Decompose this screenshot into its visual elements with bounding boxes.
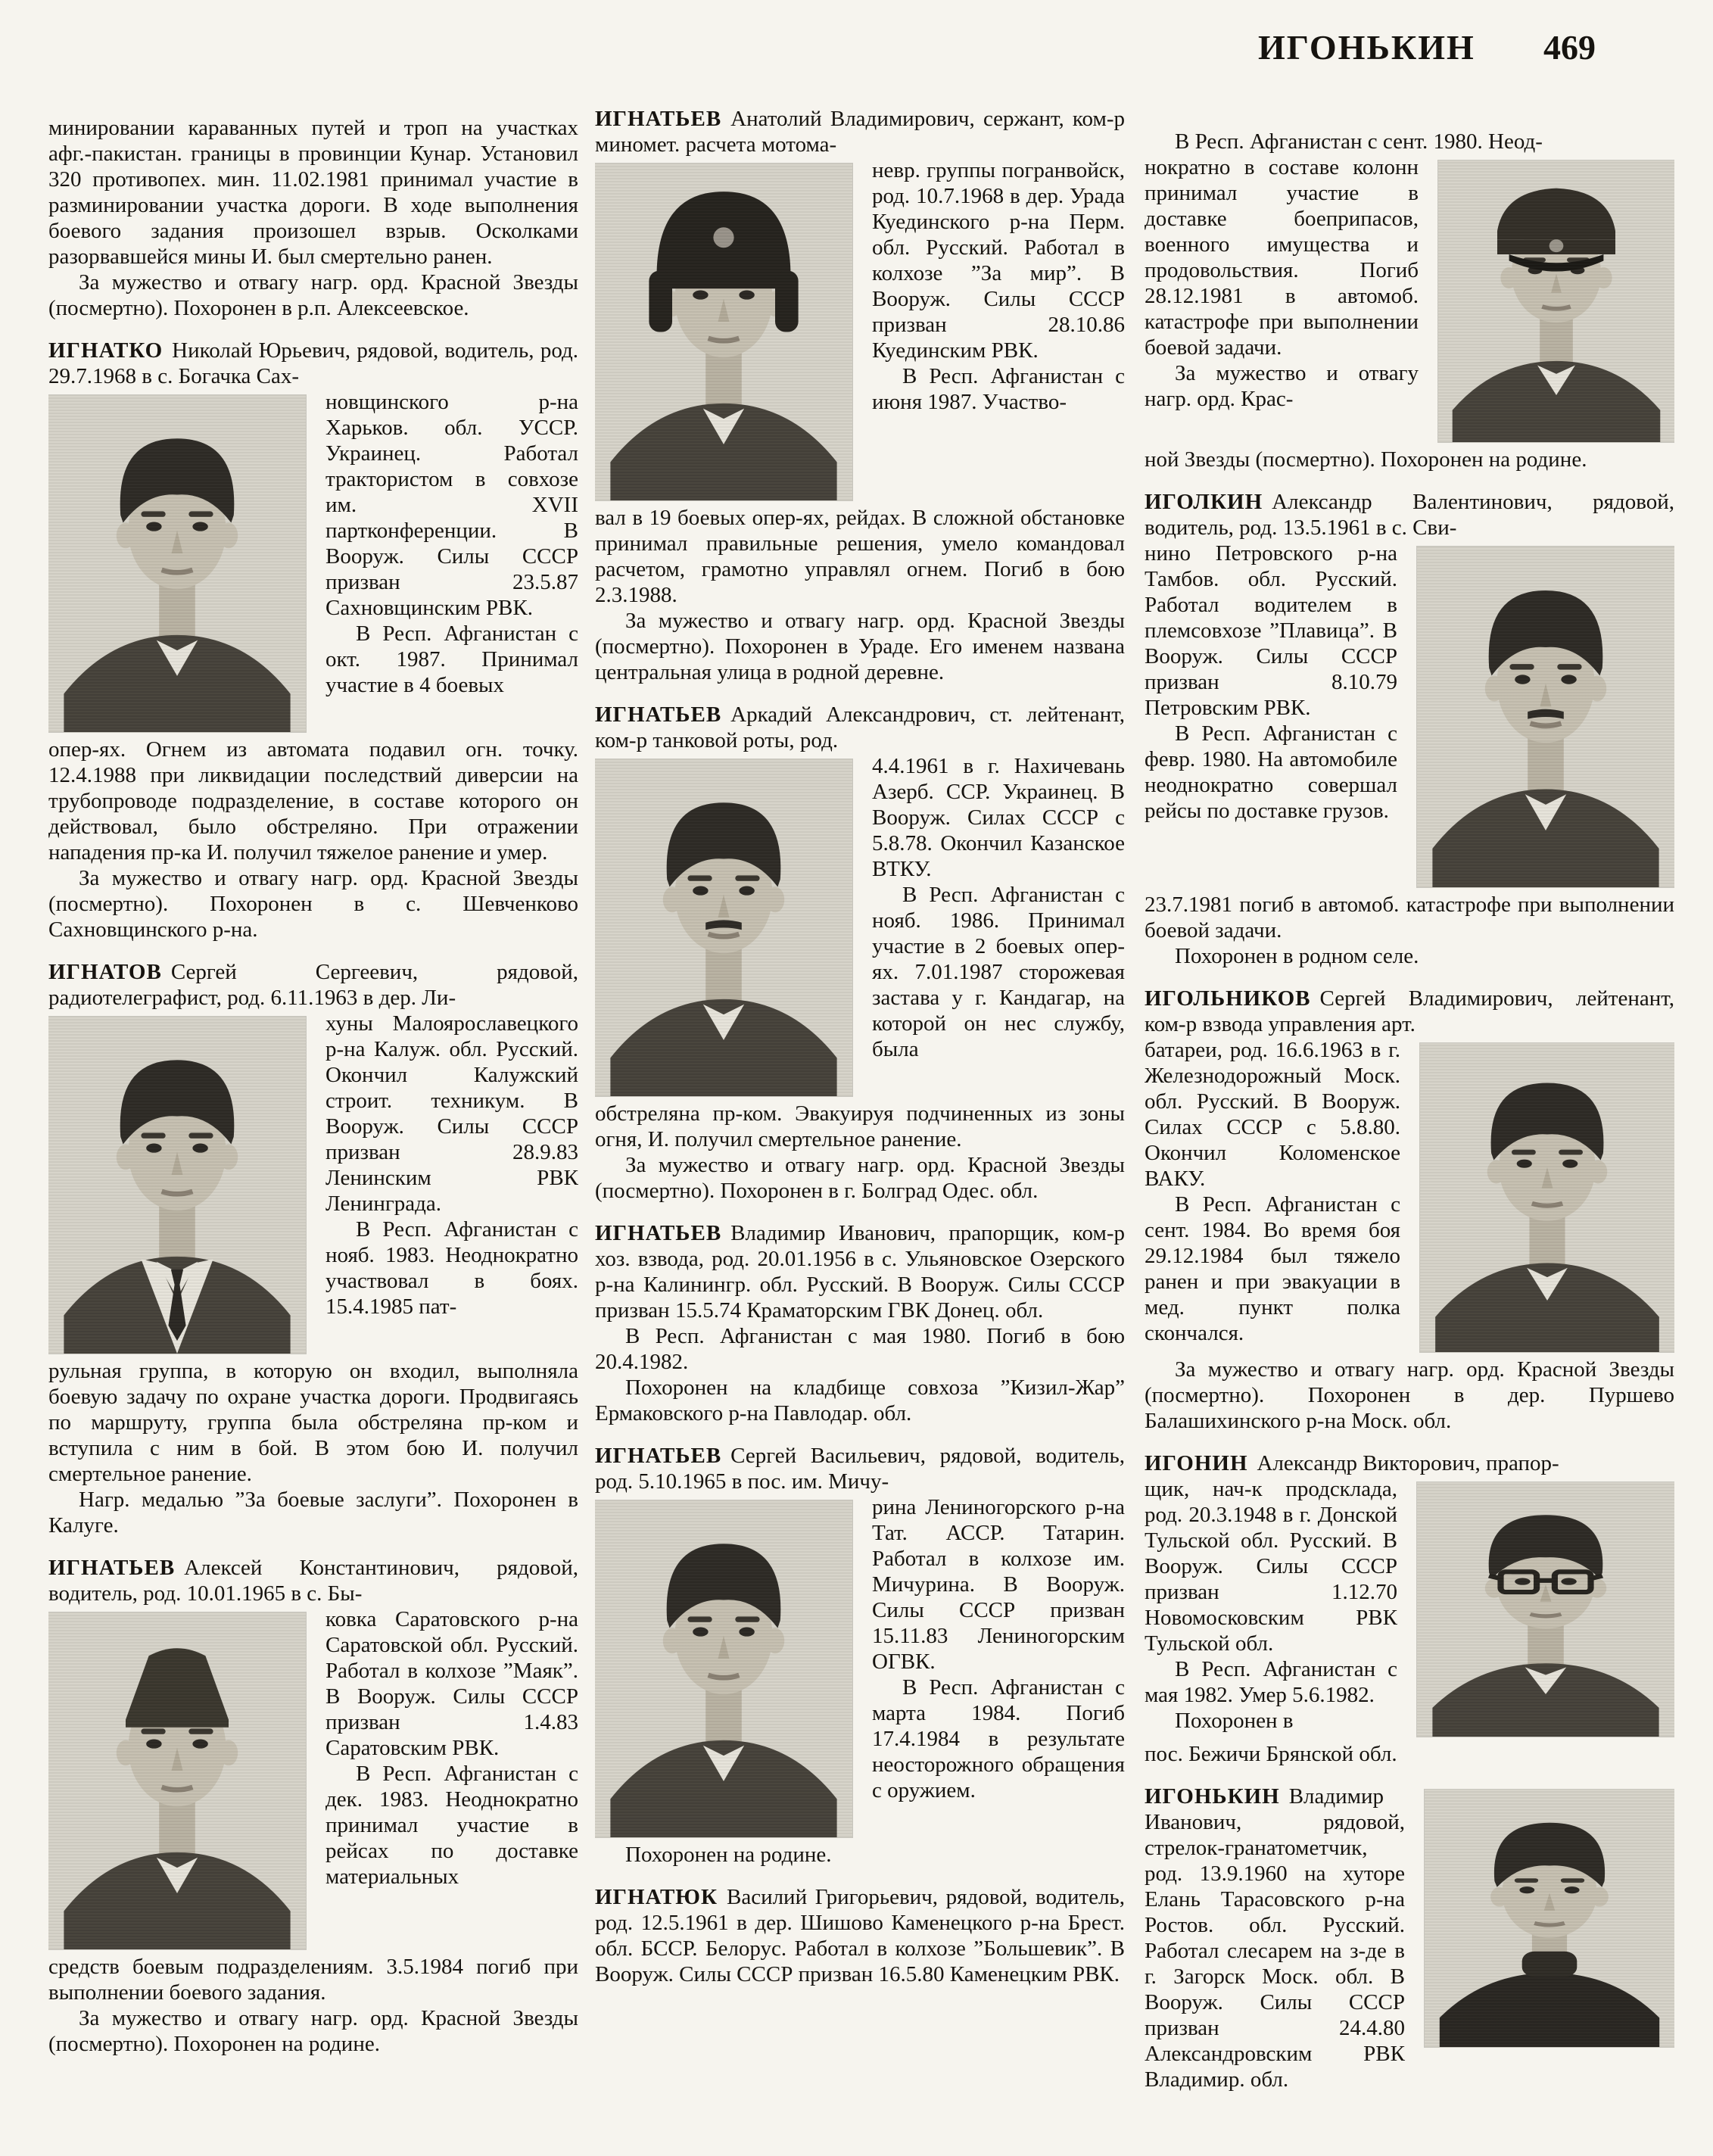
entry-lead-text: Сергей Васильевич, рядовой, водитель, род. 5.10.1965 в пос. им. Мичу- — [595, 1444, 1125, 1494]
memorial-entry-ignatyuk — [595, 1884, 1125, 1987]
entry-paragraph: рина Лениногорского р-на Тат. АССР. Татарин. Работал в колхозе им. Мичурина. В Вооруж. Силы СССР призван 15.11.83 Лениногорским ОГВК. — [872, 1495, 1125, 1674]
portrait-photo — [1420, 1043, 1674, 1352]
entry-paragraph: пос. Бежичи Брянской обл. — [1145, 1742, 1397, 1766]
entry-surname: ИГНАТКО — [48, 338, 164, 363]
entry-lead-text: Владимир Иванович, прапорщик, ком-р хоз. взвода, род. 20.01.1956 в с. Ульяновское Озерского р-на Калинингр. обл. Русский. В Вооруж. Силы СССР призван 15.5.74 Краматорским ГВК Донец. обл. — [595, 1221, 1125, 1323]
entry-paragraph: рульная группа, в которую он входил, выполняла боевую задачу по охране участка дороги. Продвигаясь по маршруту, группа была обстреляна пр-ком и вступила с ним в бой. В этом бою И. получил смертельное ранение. — [48, 1359, 578, 1486]
memorial-entry-ignatko — [48, 338, 578, 942]
portrait-photo — [48, 1612, 306, 1949]
entry-lead-text: Сергей Владимирович, лейтенант, ком-р взвода управления арт. — [1145, 986, 1674, 1036]
memorial-entry-ignatyev-arkadiy — [595, 702, 1125, 1204]
entry-paragraph: В Респ. Афганистан с марта 1984. Погиб 17.4.1984 в результате неосторожного обращения с оружием. — [872, 1675, 1125, 1802]
entry-lead-text: Сергей Сергеевич, рядовой, радиотелеграфист, род. 6.11.1963 в дер. Ли- — [48, 960, 578, 1010]
entry-paragraph: Похоронен на кладбище совхоза ”Кизил-Жар” Ермаковского р-на Павлодар. обл. — [595, 1376, 1125, 1425]
memorial-entry-ignatov — [48, 959, 578, 1538]
entry-paragraph: обстреляна пр-ком. Эвакуируя подчиненных из зоны огня, И. получил смертельное ранение. — [595, 1101, 1125, 1151]
entry-paragraph: Нагр. медалью ”За боевые заслуги”. Похоронен в Калуге. — [48, 1488, 578, 1538]
portrait-photo — [1425, 1790, 1674, 2047]
entry-surname: ИГНАТЬЕВ — [48, 1556, 176, 1580]
entry-paragraph: новщинского р-на Харьков. обл. УССР. Украинец. Работал трактористом в совхозе им. XVII партконференции. В Вооруж. Силы СССР призван 23.5.87 Сахновщинским РВК. — [325, 390, 578, 620]
entry-lead — [48, 959, 578, 1011]
entry-surname: ИГНАТЬЕВ — [595, 703, 722, 727]
entry-paragraph: батареи, род. 16.6.1963 в г. Железнодорожный Моск. обл. Русский. В Вооруж. Силах СССР с 5.8.80. Окончил Коломенское ВАКУ. — [1145, 1038, 1400, 1191]
entry-paragraph: Похоронен в — [1175, 1709, 1294, 1733]
entry-paragraph: Похоронен на родине. — [625, 1843, 832, 1867]
entry-paragraph: вал в 19 боевых опер-ях, рейдах. В сложной обстановке принимал правильные решения, умело командовал расчетом, грамотно управлял огнем. Погиб в бою 2.3.1988. — [595, 506, 1125, 607]
entry-surname: ИГОНЬКИН — [1145, 1784, 1280, 1809]
memorial-entry-igolnikov — [1145, 986, 1674, 1434]
entry-paragraph: За мужество и отвагу нагр. орд. Красной Звезды (посмертно). Похоронен в дер. Пуршево Балашихинского р-на Моск. обл. — [1145, 1357, 1674, 1433]
entry-paragraph: хуны Малоярославецкого р-на Калуж. обл. Русский. Окончил Калужский строит. техникум. В Вооруж. Силы СССР призван 28.9.83 Ленинским РВК Ленинграда. — [325, 1011, 578, 1216]
entry-paragraph: За мужество и отвагу нагр. орд. Красной Звезды (посмертно). Похоронен в г. Болград Одес. обл. — [595, 1153, 1125, 1203]
entry-paragraph: В Респ. Афганистан с мая 1982. Умер 5.6.1982. — [1145, 1657, 1397, 1707]
entry-lead-text: Александр Валентинович, рядовой, водитель, род. 13.5.1961 в с. Сви- — [1145, 490, 1674, 540]
portrait-photo — [595, 164, 852, 500]
entry-lead-text: Анатолий Владимирович, сержант, ком-р миномет. расчета мотома- — [595, 107, 1125, 157]
entry-lead — [1145, 1450, 1674, 1476]
portrait-photo — [1417, 547, 1674, 887]
entry-lead-text: Аркадий Александрович, ст. лейтенант, ком-р танковой роты, род. — [595, 703, 1125, 752]
entry-paragraph: В Респ. Афганистан с нояб. 1986. Принимал участие в 2 боевых опер-ях. 7.01.1987 сторожевая застава у г. Кандагар, на которой он нес службу, была — [872, 883, 1125, 1061]
entry-lead-text: Николай Юрьевич, рядовой, водитель, род. 29.7.1968 в с. Богачка Сах- — [48, 338, 578, 388]
portrait-photo — [1417, 1482, 1674, 1737]
memorial-entry-ignatyev-aleksey — [48, 1555, 578, 2057]
entry-paragraph: В Респ. Афганистан с нояб. 1983. Неоднократно участвовал в боях. 15.4.1985 пат- — [325, 1217, 578, 1319]
running-title: ИГОНЬКИН — [1258, 28, 1475, 67]
entry-paragraph: В Респ. Афганистан с сент. 1984. Во время боя 29.12.1984 был тяжело ранен и при эвакуации в мед. пункт полка скончался. — [1145, 1192, 1400, 1345]
entry-surname: ИГНАТОВ — [48, 960, 162, 984]
memorial-entry-continuation — [48, 115, 578, 321]
entry-paragraph: нократно в составе колонн принимал участие в доставке боеприпасов, военного имущества и продовольствия. Погиб 28.12.1981 в автомоб. катастрофе при выполнении боевой задачи. — [1145, 155, 1419, 360]
entry-paragraph: За мужество и отвагу нагр. орд. Красной Звезды (посмертно). Похоронен в Ураде. Его именем названа центральная улица в родной деревне. — [595, 609, 1125, 684]
entry-paragraph: опер-ях. Огнем из автомата подавил огн. точку. 12.4.1988 при ликвидации последствий диверсии на трубопроводе подразделение, в составе которого он действовал, было обстреляно. При отражении нападения пр-ка И. получил тяжелое ранение и умер. — [48, 737, 578, 865]
memorial-entry-igonkin — [1145, 1784, 1674, 2092]
entry-paragraph: минировании караванных путей и троп на участках афг.-пакистан. границы в провинции Кунар. Установил 320 противопех. мин. 11.02.1981 принимал участие в разминировании участка дороги. В ходе выполнения боевого задания произошел взрыв. Осколками разорвавшейся мины И. был смертельно ранен. — [48, 116, 578, 269]
column-right — [1145, 129, 1674, 2109]
memorial-entry-ignatyev-sergey — [595, 1443, 1125, 1868]
page-number: 469 — [1543, 28, 1596, 67]
entry-lead — [1145, 986, 1674, 1037]
entry-paragraph: В Респ. Афганистан с дек. 1983. Неоднократно принимал участие в рейсах по доставке материальных — [325, 1762, 578, 1889]
entry-paragraph: За мужество и отвагу нагр. орд. Крас- — [1145, 361, 1419, 411]
memorial-entry-ignatyev-vladimir — [595, 1220, 1125, 1426]
entry-lead — [48, 1555, 578, 1606]
entry-lead — [595, 106, 1125, 157]
entry-lead — [595, 702, 1125, 753]
entry-paragraph: средств боевым подразделениям. 3.5.1984 погиб при выполнении боевого задания. — [48, 1955, 578, 2005]
memorial-entry-igonin — [1145, 1450, 1674, 1767]
memorial-entry-igolkin — [1145, 489, 1674, 969]
entry-lead-text: Василий Григорьевич, рядовой, водитель, род. 12.5.1961 в дер. Шишово Каменецкого р-на Брест. обл. БССР. Белорус. Работал в колхозе ”Большевик”. В Вооруж. Силы СССР призван 16.5.80 Каменецким РВК. — [595, 1885, 1125, 1986]
entry-surname: ИГНАТЮК — [595, 1885, 718, 1909]
entry-paragraph: ковка Саратовского р-на Саратовской обл. Русский. Работал в колхозе ”Маяк”. В Вооруж. Силы СССР призван 1.4.83 Саратовским РВК. — [325, 1607, 578, 1760]
entry-paragraph: В Респ. Афганистан с июня 1987. Участво- — [872, 364, 1125, 414]
memorial-entry-ignatyev-anatoliy — [595, 106, 1125, 685]
entry-paragraph: За мужество и отвагу нагр. орд. Красной Звезды (посмертно). Похоронен в р.п. Алексеевское. — [48, 270, 578, 320]
entry-lead-text: Александр Викторович, прапор- — [1257, 1451, 1559, 1475]
entry-lead — [48, 338, 578, 389]
entry-paragraph: невр. группы погранвойск, род. 10.7.1968 в дер. Урада Куединского р-на Перм. обл. Русский. Работал в колхозе ”За мир”. В Вооруж. Силы СССР призван 28.10.86 Куединским РВК. — [872, 158, 1125, 363]
memorial-entry-ignatyuk-continuation — [1145, 129, 1674, 472]
running-head — [1145, 30, 1674, 65]
entry-paragraph: В Респ. Афганистан с окт. 1987. Принимал участие в 4 боевых — [325, 622, 578, 697]
column-left — [48, 115, 578, 2073]
portrait-photo — [48, 395, 306, 732]
entry-lead — [595, 1220, 1125, 1323]
entry-paragraph: нино Петровского р-на Тамбов. обл. Русский. Работал водителем в племсовхозе ”Плавица”. В Вооруж. Силы СССР призван 8.10.79 Петровским РВК. — [1145, 541, 1397, 720]
entry-paragraph: В Респ. Афганистан с мая 1980. Погиб в бою 20.4.1982. — [595, 1324, 1125, 1374]
portrait-photo — [595, 1500, 852, 1837]
entry-lead-text: Алексей Константинович, рядовой, водитель, род. 10.01.1965 в с. Бы- — [48, 1556, 578, 1606]
entry-lead: В Респ. Афганистан с сент. 1980. Неод- — [1175, 129, 1543, 154]
entry-lead — [595, 1884, 1125, 1987]
entry-paragraph: 23.7.1981 погиб в автомоб. катастрофе при выполнении боевой задачи. — [1145, 893, 1674, 942]
entry-paragraph: щик, нач-к продсклада, род. 20.3.1948 в г. Донской Тульской обл. Русский. В Вооруж. Силы СССР призван 1.12.70 Новомосковским РВК Тульской обл. — [1145, 1477, 1397, 1656]
entry-paragraph: Похоронен в родном селе. — [1175, 944, 1419, 968]
entry-lead — [595, 1443, 1125, 1494]
entry-paragraph: ной Звезды (посмертно). Похоронен на родине. — [1145, 447, 1587, 472]
entry-surname: ИГНАТЬЕВ — [595, 1444, 722, 1468]
entry-lead — [1145, 489, 1674, 541]
entry-paragraph: 4.4.1961 в г. Нахичевань Азерб. ССР. Украинец. В Вооруж. Силах СССР с 5.8.78. Окончил Казанское ВТКУ. — [872, 754, 1125, 881]
entry-surname: ИГНАТЬЕВ — [595, 107, 722, 131]
column-middle — [595, 106, 1125, 2004]
portrait-photo — [1438, 160, 1674, 442]
entry-surname: ИГНАТЬЕВ — [595, 1221, 722, 1245]
entry-paragraph: За мужество и отвагу нагр. орд. Красной Звезды (посмертно). Похоронен в с. Шевченково Сахновщинского р-на. — [48, 866, 578, 942]
entry-paragraph: За мужество и отвагу нагр. орд. Красной Звезды (посмертно). Похоронен на родине. — [48, 2006, 578, 2056]
entry-surname: ИГОЛЬНИКОВ — [1145, 986, 1311, 1011]
portrait-photo — [48, 1017, 306, 1354]
entry-surname: ИГОНИН — [1145, 1451, 1248, 1475]
portrait-photo — [595, 759, 852, 1096]
entry-lead-text: Владимир Иванович, рядовой, стрелок-гранатометчик, род. 13.9.1960 на хуторе Елань Тарасовского р-на Ростов. обл. Русский. Работал слесарем на з-де в г. Загорск Моск. обл. В Вооруж. Силы СССР призван 24.4.80 Александровским РВК Владимир. обл. — [1145, 1784, 1405, 2092]
entry-paragraph: В Респ. Афганистан с февр. 1980. На автомобиле неоднократно совершал рейсы по доставке грузов. — [1145, 721, 1397, 823]
entry-surname: ИГОЛКИН — [1145, 490, 1263, 514]
